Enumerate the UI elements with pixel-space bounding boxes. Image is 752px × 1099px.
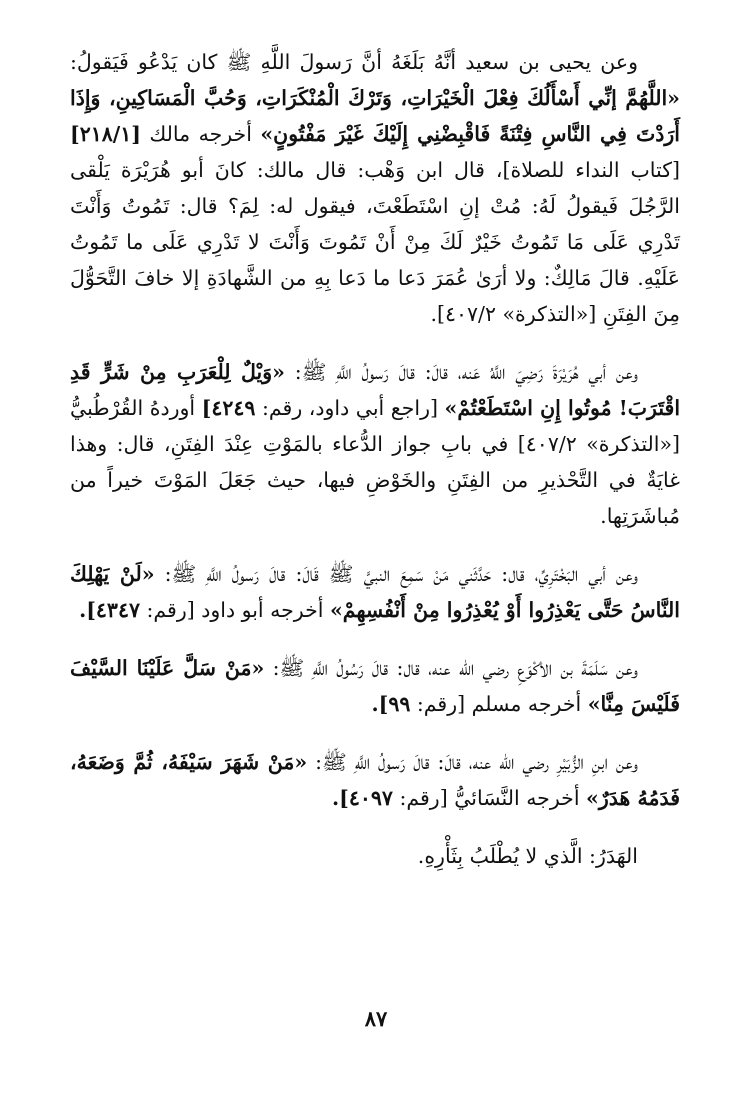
text: وعن أبي البَخْتَرِيِّ، قال: حَدَّثَني مَنْ سَمِعَ النبيَّ ﷺ قَالَ: قالَ رَسولُ اللَّهِ ﷺ:	[154, 562, 638, 586]
page-number: ٨٧	[364, 1006, 388, 1031]
reference: ٩٩].	[371, 692, 411, 716]
text: أوردهُ القُرْطُبيُّ [«التذكرة» ٤٠٧/٢] في بابِ جواز الدُّعاء بالمَوْتِ عِنْدَ الفِتَنِ، قال: وهذا غايَةٌ في التَّحْذيرِ من الفِتَنِ والخَوْضِ فيها، حيث جَعَلَ المَوْتَ خيراً من مُباشَرَتِها.	[70, 396, 680, 528]
hadith-quote: «وَيْلٌ لِلْعَرَبِ مِنْ شَرٍّ قَدِ اقْتَرَبَ! مُوتُوا إِنِ اسْتَطَعْتُمْ»	[70, 360, 681, 420]
page-body	[70, 44, 680, 874]
text: الهَدَرُ: الَّذي لا يُطْلَبُ بِثَأْرِهِ.	[417, 844, 638, 868]
text: أخرجه النَّسَائيُّ [رقم:	[392, 786, 587, 810]
text: وعن ابنِ الزُّبَيْرِ رضي الله عنه، قالَ: قالَ رَسولُ اللَّهِ ﷺ:	[307, 750, 638, 774]
paragraph-malik-dua	[70, 44, 680, 332]
paragraph-ibn-zubayr	[70, 744, 680, 816]
hadith-quote: «مَنْ شَهَرَ سَيْفَهُ، ثُمَّ وَضَعَهُ، فَدَمُهُ هَدَرٌ»	[70, 750, 680, 810]
reference: [٢١٨/١]	[70, 122, 141, 146]
text: وعن أبي هُرَيْرَةَ رَضِيَ اللَّهُ عَنه، قالَ: قالَ رَسولُ اللَّهِ ﷺ:	[284, 360, 638, 384]
text: وعن يحيى بن سعيد أنَّهُ بَلَغَهُ أنَّ رَسولَ اللَّهِ ﷺ كان يَدْعُو فَيَقولُ:	[70, 50, 638, 74]
text: [راجع أبي داود، رقم:	[255, 396, 445, 420]
text: أخرجه مالك	[140, 122, 261, 146]
text: وعن سَلَمَةَ بن الأكْوَعِ رضي الله عنه، قال: قالَ رَسُولُ اللَّهِ ﷺ:	[264, 656, 638, 680]
reference: ٤٢٤٩]	[201, 396, 256, 420]
paragraph-salama	[70, 650, 680, 722]
text: [كتاب النداء للصلاة]، قال ابن وَهْب: قال مالك: كانَ أبو هُرَيْرَة يَلْقى الرَّجُلَ فَيقولُ لَهُ: مُتْ إنِ اسْتَطَعْتَ، فيقول له: لِمَ؟ قال: تَمُوتُ وَأَنْتَ تَدْرِي عَلَى مَا تَمُوتُ خَيْرٌ لَكَ مِنْ أَنْ تَمُوتَ وَأَنْتَ لا تَدْرِي عَلَى ما تَمُوتُ عَلَيْهِ. قالَ مَالِكٌ: ولا أرَىٰ عُمَرَ دَعا ما دَعا بِهِ من الشَّهادَةِ إلا خافَ التَّحَوُّلَ مِنَ الفِتَنِ [«التذكرة» ٤٠٧/٢].	[70, 158, 680, 326]
text: أخرجه مسلم [رقم:	[410, 692, 588, 716]
hadith-quote: «اللَّهُمَّ إنِّي أَسْأَلُكَ فِعْلَ الْخَيْرَاتِ، وَتَرْكَ الْمُنْكَرَاتِ، وَحُبَّ الْمَسَاكِينِ، وَإِذَا أَرَدْتَ فِي النَّاسِ فِتْنَةً فَاقْبِضْنِي إِلَيْكَ غَيْرَ مَفْتُونٍ»	[70, 86, 680, 146]
reference: ٤٠٩٧].	[332, 786, 393, 810]
text: أخرجه أبو داود [رقم:	[139, 598, 330, 622]
paragraph-abu-hurayra	[70, 354, 680, 534]
paragraph-abu-bakhtari	[70, 556, 680, 628]
hadith-quote: «مَنْ سَلَّ عَلَيْنَا السَّيْفَ فَلَيْسَ مِنَّا»	[70, 656, 680, 716]
hadith-quote: «لَنْ يَهْلِكَ النَّاسُ حَتَّى يَعْذِرُوا أَوْ يُعْذِرُوا مِنْ أَنْفُسِهِمْ»	[70, 562, 680, 622]
reference: ٤٣٤٧].	[79, 598, 140, 622]
paragraph-definition	[70, 838, 680, 874]
